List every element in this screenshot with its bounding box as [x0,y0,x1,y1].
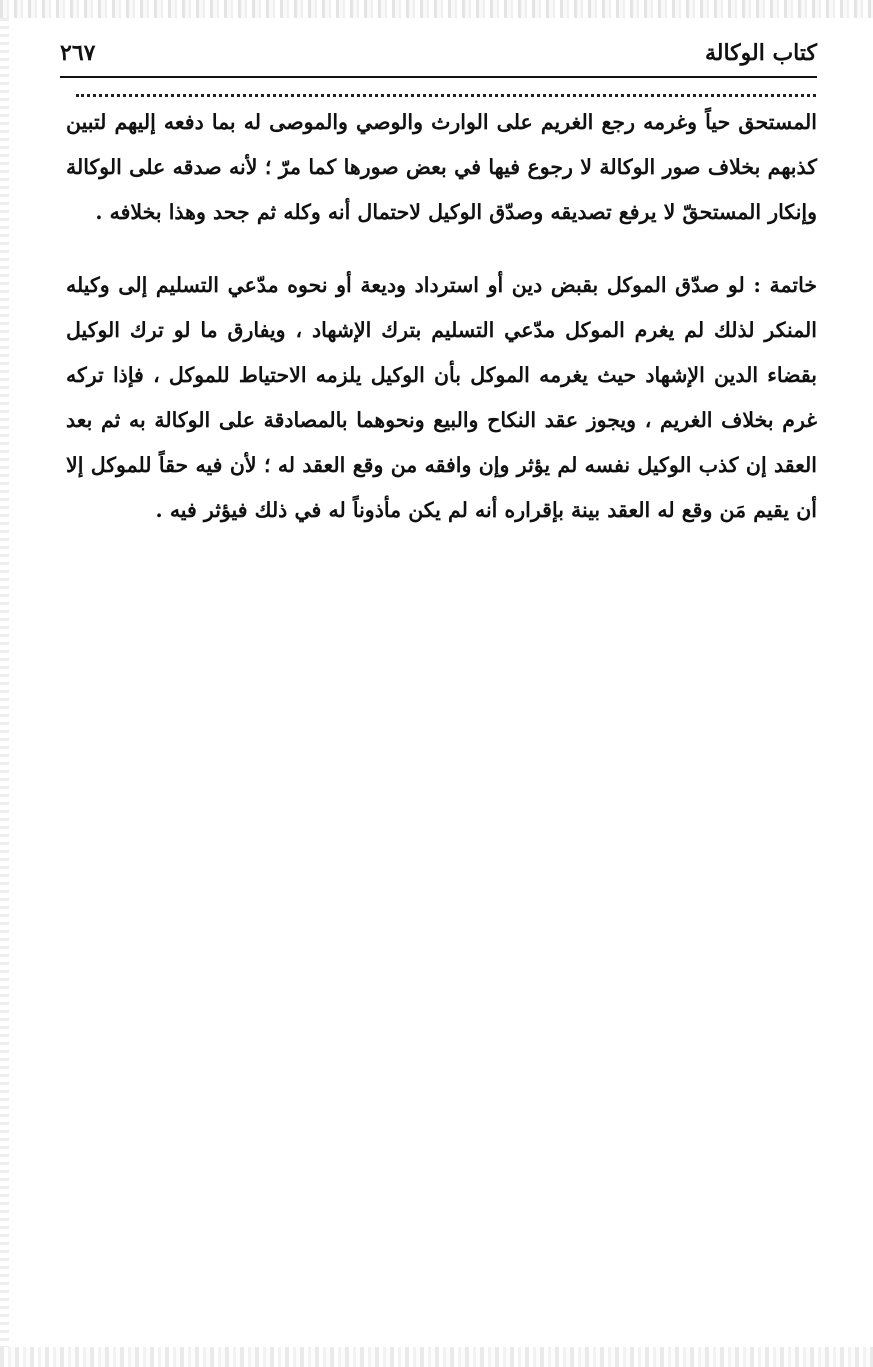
dotted-separator [76,94,816,97]
page-body [66,100,817,533]
page-header [60,38,817,78]
section-keyword: خاتمة : [753,273,818,297]
scan-border-top [0,0,873,18]
paragraph-1-text: المستحق حياً وغرمه رجع الغريم على الوارث والوصي والموصى له بما دفعه إليهم لتبين كذبهم بخلاف صور الوكالة لا رجوع فيها في بعض صورها كما مرّ ؛ لأنه صدقه على الوكالة وإنكار المستحقّ لا يرفع تصديقه وصدّق الوكيل لاحتمال أنه وكله ثم جحد وهذا بخلافه . [66,110,817,224]
header-rule [60,76,817,78]
paragraph-2 [66,263,817,533]
scan-border-left [0,18,9,1347]
paragraph-2-text: لو صدّق الموكل بقبض دين أو استرداد وديعة أو نحوه مدّعي التسليم إلى وكيله المنكر لذلك لم يغرم الموكل مدّعي التسليم بترك الإشهاد ، ويفارق ما لو ترك الوكيل بقضاء الدين الإشهاد حيث يغرمه الموكل بأن الوكيل يلزمه الاحتياط للموكل ، فإذا تركه غرم بخلاف الغريم ، ويجوز عقد النكاح والبيع ونحوهما بالمصادقة على الوكالة به ثم بعد العقد إن كذب الوكيل نفسه لم يؤثر وإن وافقه من وقع العقد له ؛ لأن فيه حقاً للموكل إلا أن يقيم مَن وقع له العقد بينة بإقراره أنه لم يكن مأذوناً له في ذلك فيؤثر فيه . [66,273,817,522]
paragraph-1 [66,100,817,235]
running-title: كتاب الوكالة [704,40,817,66]
scan-border-bottom [0,1347,873,1367]
page-number: ٢٦٧ [60,40,96,66]
